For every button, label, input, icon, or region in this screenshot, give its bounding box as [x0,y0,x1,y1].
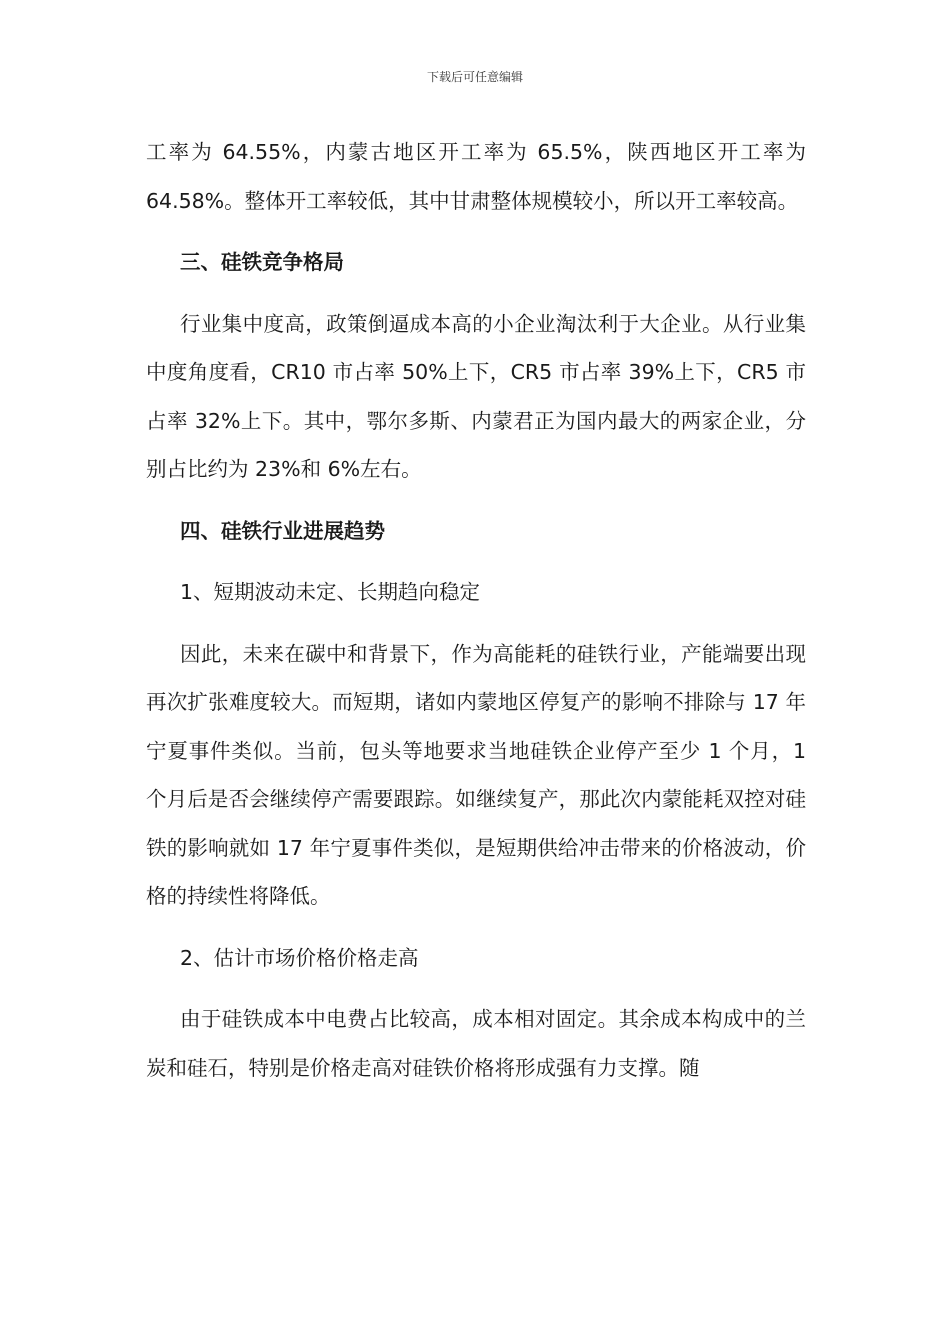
section-heading-competition: 三、硅铁竞争格局 [180,250,344,274]
page-header: 下载后可任意编辑 [426,70,523,84]
subheading-short-term: 1、短期波动未定、长期趋向稳定 [180,580,481,604]
paragraph-cost-structure: 由于硅铁成本中电费占比较高，成本相对固定。其余成本构成中的兰炭和硅石，特别是价格走高对硅铁价格将形成强有力支撑。随 [146,1007,806,1080]
paragraph-short-term-outlook: 因此，未来在碳中和背景下，作为高能耗的硅铁行业，产能端要出现再次扩张难度较大。而短期，诸如内蒙地区停复产的影响不排除与 17 年宁夏事件类似。当前，包头等地要求当地硅铁企业停产至少 1 个月，1 个月后是否会继续停产需要跟踪。如继续复产，那此次内蒙能耗双控对硅铁的影响就如 17 年宁夏事件类似，是短期供给冲击带来的价格波动，价格的持续性将降低。 [146,641,806,908]
paragraph-operating-rates: 工率为 64.55%，内蒙古地区开工率为 65.5%，陕西地区开工率为 64.58%。整体开工率较低，其中甘肃整体规模较小，所以开工率较高。 [146,140,806,213]
document-body [146,128,806,1105]
paragraph-industry-concentration: 行业集中度高，政策倒逼成本高的小企业淘汰利于大企业。从行业集中度角度看，CR10 市占率 50%上下，CR5 市占率 39%上下，CR5 市占率 32%上下。其中，鄂尔多斯、内蒙君正为国内最大的两家企业，分别占比约为 23%和 6%左右。 [146,311,806,481]
subheading-price-forecast: 2、估计市场价格价格走高 [180,945,419,970]
section-heading-trends: 四、硅铁行业进展趋势 [180,518,385,543]
